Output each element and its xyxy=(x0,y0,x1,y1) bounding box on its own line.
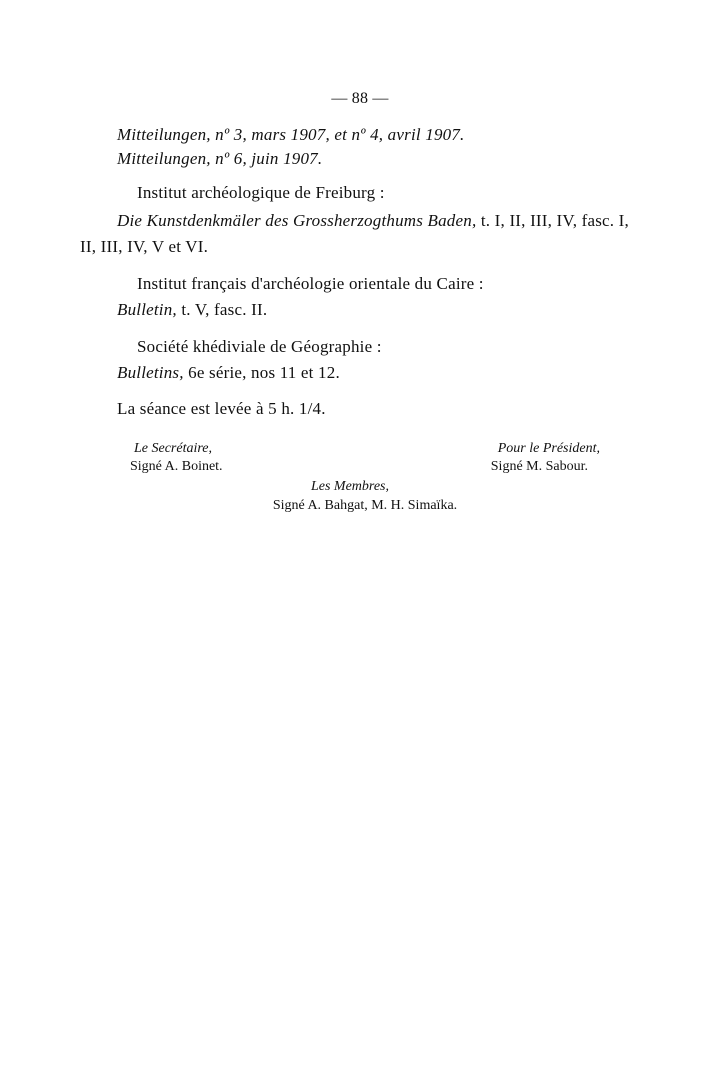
president-signature: Signé M. Sabour. xyxy=(490,459,588,474)
entry-bulletins-title: Bulletins, xyxy=(117,363,184,382)
members-title: Les Membres, xyxy=(310,479,390,494)
entry-bulletin-caire xyxy=(117,299,267,321)
heading-societe-geographie: Société khédiviale de Géographie : xyxy=(137,337,382,356)
entry-bulletins-geographie xyxy=(117,362,340,384)
secretary-title: Le Secrétaire, xyxy=(134,441,213,456)
closing-statement: La séance est levée à 5 h. 1/4. xyxy=(117,399,326,418)
entry-kunstdenkmaler-continued: II, III, IV, V et VI. xyxy=(80,237,209,256)
entry-mitteilungen-6: Mitteilungen, nº 6, juin 1907. xyxy=(117,149,323,168)
entry-kunstdenkmaler-title: Die Kunstdenkmäler des Grossherzogthums Baden, xyxy=(117,211,477,230)
members-signature: Signé A. Bahgat, M. H. Simaïka. xyxy=(272,498,458,513)
heading-institut-caire: Institut français d'archéologie orientale du Caire : xyxy=(137,274,484,293)
secretary-signature: Signé A. Boinet. xyxy=(130,459,223,474)
entry-kunstdenkmaler-volumes: t. I, II, III, IV, fasc. I, xyxy=(476,211,629,230)
heading-institut-freiburg: Institut archéologique de Freiburg : xyxy=(137,183,385,202)
entry-kunstdenkmaler xyxy=(117,210,629,232)
entry-bulletin-title: Bulletin, xyxy=(117,300,177,319)
entry-bulletins-numbers: 6e série, nos 11 et 12. xyxy=(183,363,340,382)
entry-bulletin-volume: t. V, fasc. II. xyxy=(176,300,268,319)
entry-mitteilungen-3-4: Mitteilungen, nº 3, mars 1907, et nº 4, avril 1907. xyxy=(117,125,465,144)
page-number: — 88 — xyxy=(331,90,389,107)
president-title: Pour le Président, xyxy=(497,441,600,456)
